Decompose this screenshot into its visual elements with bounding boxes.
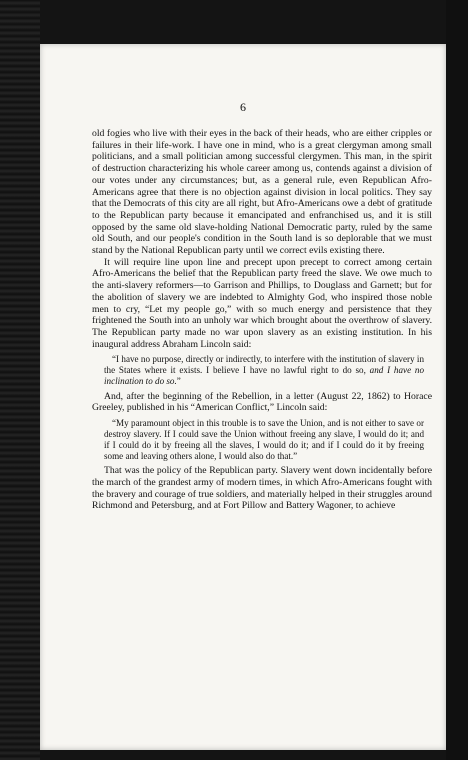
page-number: 6 bbox=[240, 100, 246, 114]
right-page-edge bbox=[446, 0, 468, 760]
quote-1-end: ” bbox=[176, 375, 181, 386]
left-binding-edge bbox=[0, 0, 40, 760]
quote-lincoln-inaugural bbox=[104, 354, 424, 386]
paragraph-2: It will require line upon line and precept upon precept to correct among certain Afro-Americans the belief that the Republican party freed the slave. We owe much to the anti-slavery reformers—to Garrison and Phillips, to Douglass and Garnett; but for the abolition of slavery we are indebted to Almighty God, who inspired those noble men to cry, “Let my people go,” with so much energy and persistence that they frightened the South into an unholy war which brought about the overthrow of slavery. The Republican party made no war upon slavery as an existing institution. In his inaugural address Abraham Lincoln said: bbox=[92, 256, 432, 350]
body-text bbox=[92, 128, 432, 512]
quote-lincoln-greeley bbox=[104, 418, 424, 461]
quote-1-start: “I have no purpose, directly or indirectly, to interfere with the institution of slavery in the States where it exists. I believe I have no lawful right to do so, bbox=[104, 354, 424, 376]
paragraph-1: old fogies who live with their eyes in the back of their heads, who are either cripples or failures in their life-work. I have one in mind, who is a great clergyman among small politicians, and a small politician among successful clergymen. This man, in the spirit of destruction characterizing his whole career among us, contends against a division of our votes under any circumstances; but, as a general rule, even Republican Afro-Americans agree that there is no objection against division in local politics. They say that the Democrats of this city are all right, but Afro-Americans owe a debt of gratitude to the Republican party because it emancipated and enfranchised us, and it is still opposed by the same old slave-holding National Democratic party, ruled by the same old South, and our people's condition in the South land is so deplorable that we must stand by the National Republican party until we correct evils existing there. bbox=[92, 128, 432, 257]
quote-2-text: “My paramount object in this trouble is to save the Union, and is not either to save or destroy slavery. If I could save the Union without freeing any slave, I would do it; and if I could do it by freeing all the slaves, I would do it; and if I could do it by freeing some and leaving others alone, I would also do that.” bbox=[104, 418, 424, 461]
quote-1-text bbox=[104, 354, 424, 386]
paragraph-3: And, after the beginning of the Rebellion, in a letter (August 22, 1862) to Horace Greeley, published in his “American Conflict,” Lincoln said: bbox=[92, 390, 432, 414]
paper-sheet bbox=[40, 44, 446, 750]
quote-1-italic: and I have no inclination to do so. bbox=[104, 365, 424, 386]
paragraph-4: That was the policy of the Republican party. Slavery went down incidentally before the march of the grandest army of modern times, in which Afro-Americans fought with the bravery and courage of true soldiers, and materially helped in their struggles around Richmond and Petersburg, and at Fort Pillow and Battery Wagoner, to achieve bbox=[92, 465, 432, 512]
